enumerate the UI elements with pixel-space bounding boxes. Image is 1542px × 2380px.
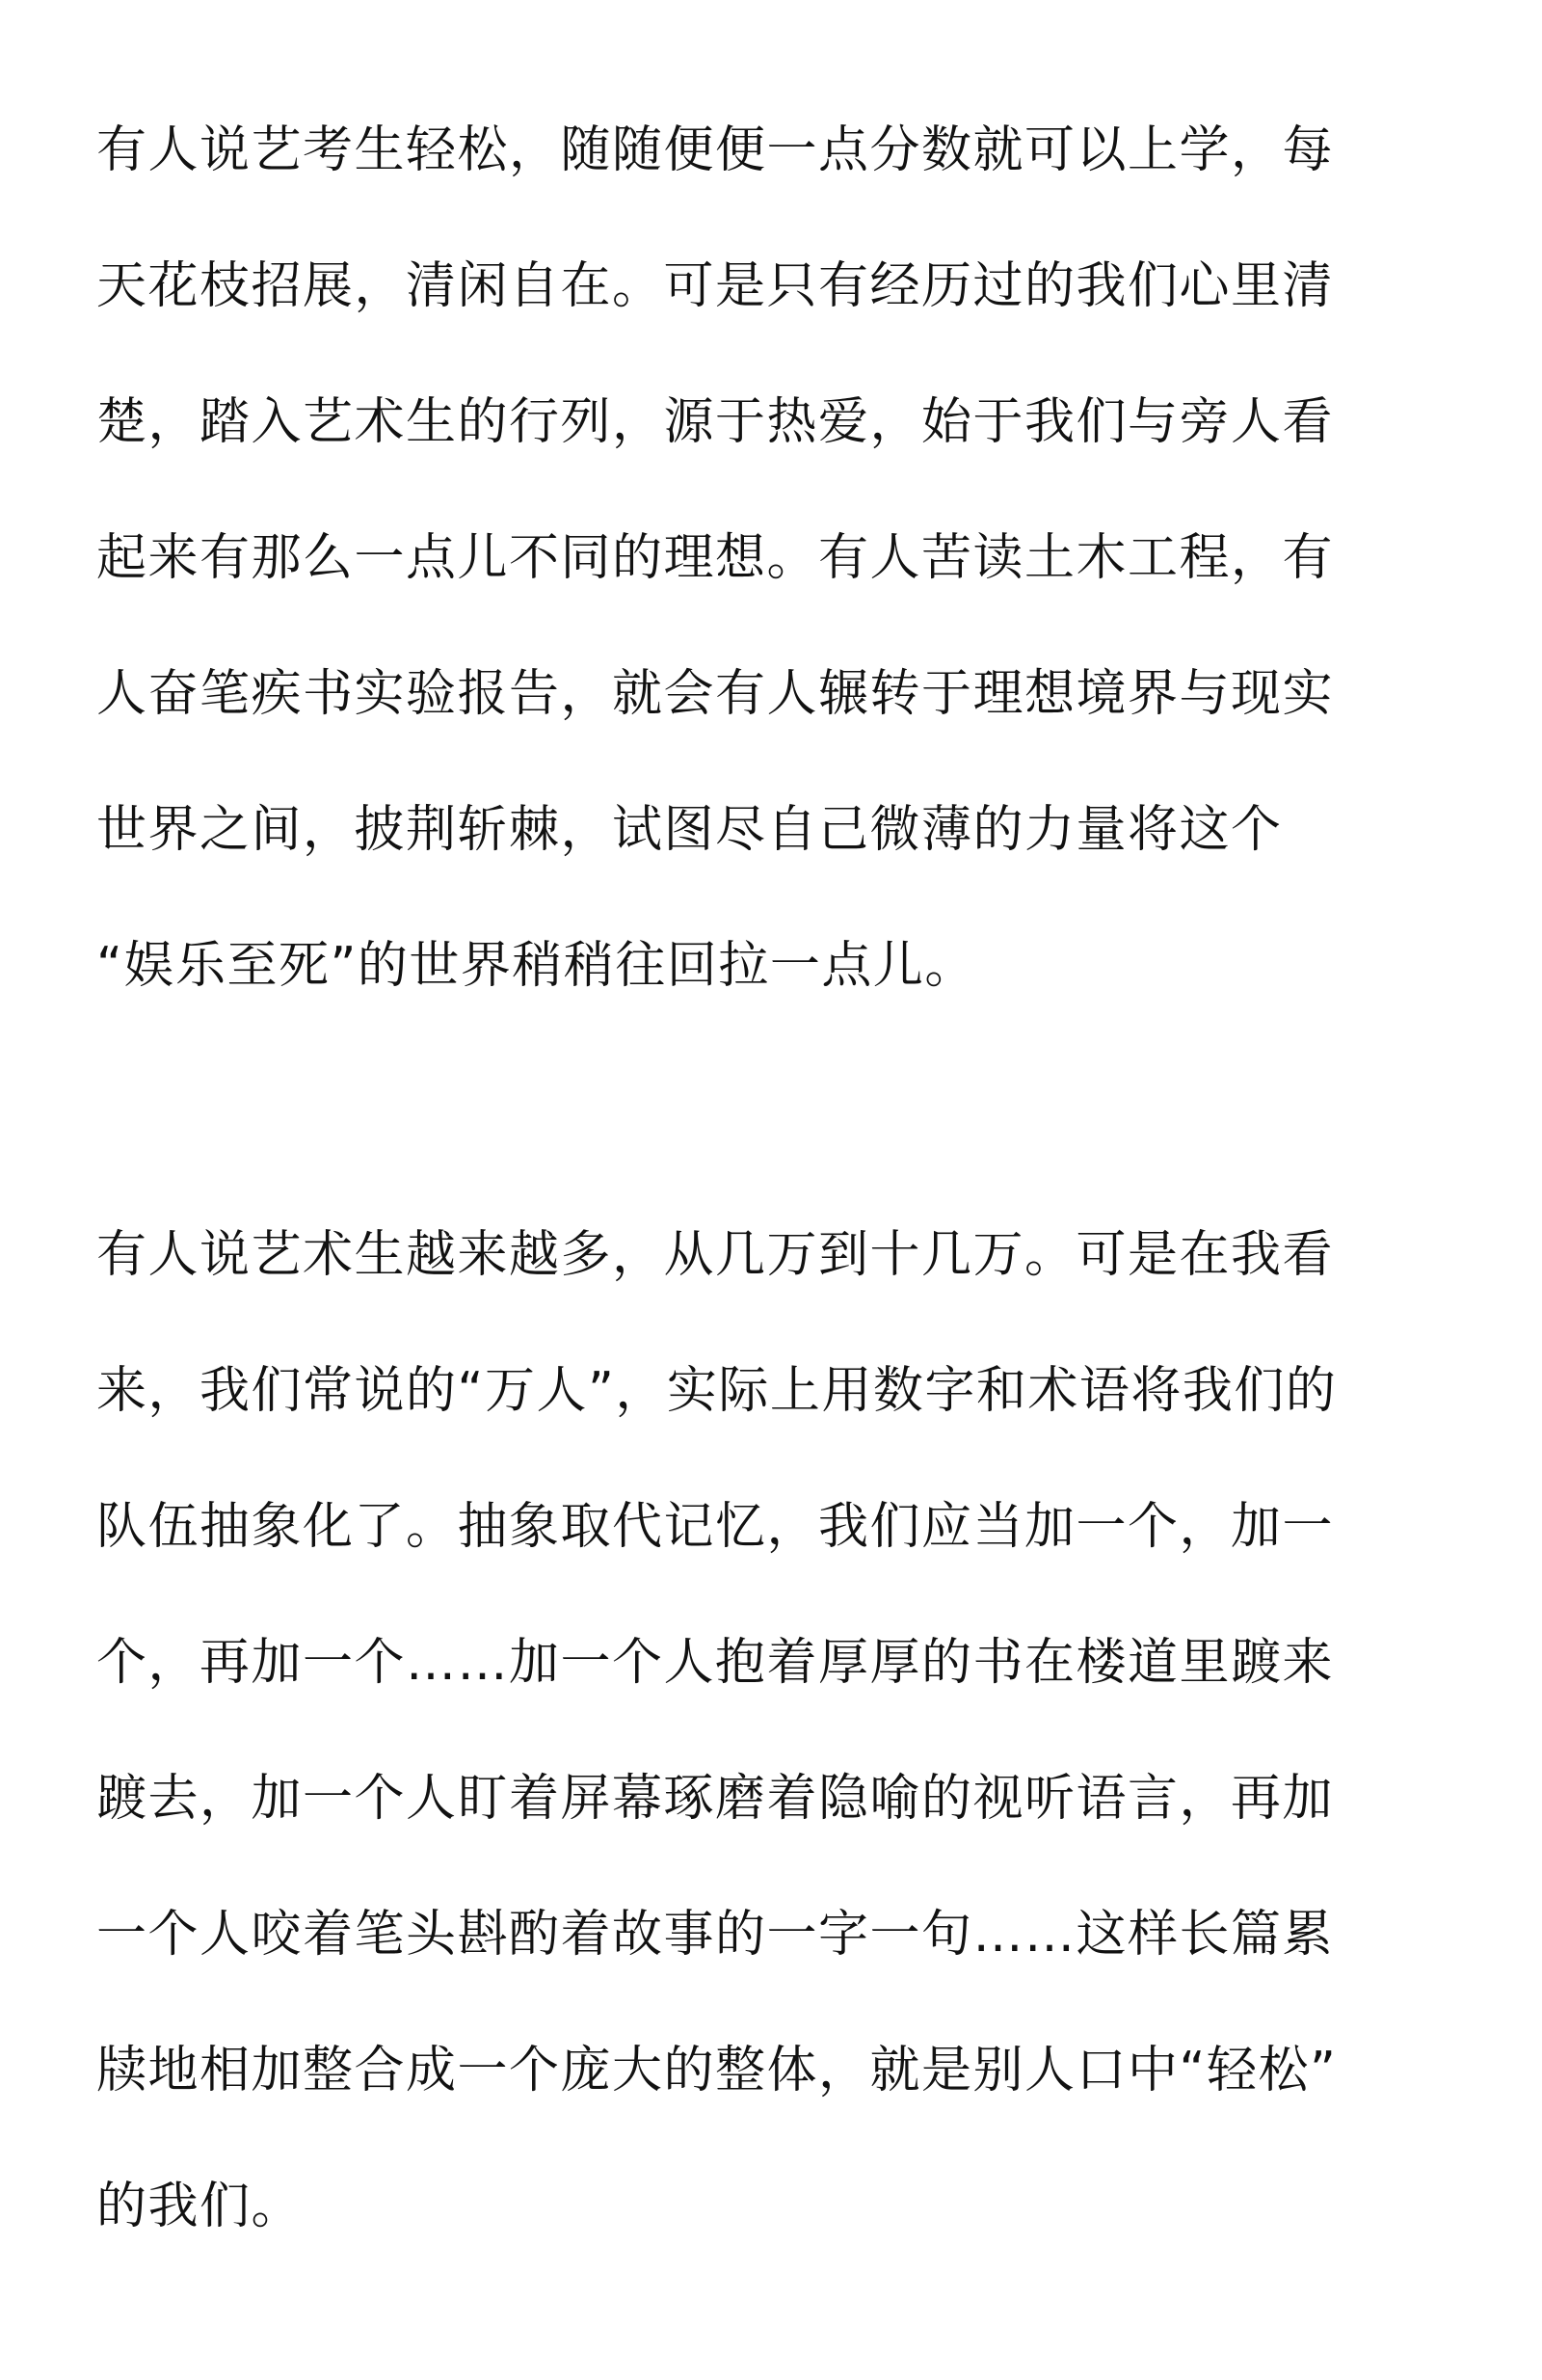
text-line: 有人说艺考生轻松，随随便便一点分数就可以上学，每 [96, 121, 1335, 179]
text-line: 一个人咬着笔头斟酌着故事的一字一句……这样长篇累 [96, 1906, 1335, 1964]
text-line: 队伍抽象化了。抽象取代记忆，我们应当加一个，加一 [96, 1498, 1335, 1556]
text-line: 牍地相加整合成一个庞大的整体，就是别人口中“轻松” [96, 2042, 1338, 2099]
text-line: 有人说艺术生越来越多，从几万到十几万。可是在我看 [96, 1226, 1335, 1284]
text-line: 起来有那么一点儿不同的理想。有人苦读土木工程，有 [96, 529, 1335, 587]
paragraph-1 [96, 83, 1465, 1034]
text-line: 来，我们常说的“万人”，实际上用数字和术语将我们的 [96, 1362, 1338, 1420]
text-line: 世界之间，披荆斩棘，试图尽自己微薄的力量将这个 [96, 801, 1283, 859]
text-line: 个，再加一个……加一个人抱着厚厚的书在楼道里踱来 [96, 1634, 1335, 1692]
text-line: 天花枝招展，清闲自在。可是只有经历过的我们心里清 [96, 257, 1335, 315]
text-line: 楚，踏入艺术生的行列，源于热爱，始于我们与旁人看 [96, 393, 1335, 451]
text-line: 人奋笔疾书实验报告，就会有人辗转于理想境界与现实 [96, 665, 1335, 723]
text-line: “娱乐至死”的世界稍稍往回拉一点儿。 [96, 937, 976, 995]
paragraph-2 [96, 1188, 1465, 2275]
text-line: 的我们。 [96, 2178, 304, 2235]
text-line: 踱去，加一个人盯着屏幕琢磨着隐喻的视听语言，再加 [96, 1770, 1335, 1828]
